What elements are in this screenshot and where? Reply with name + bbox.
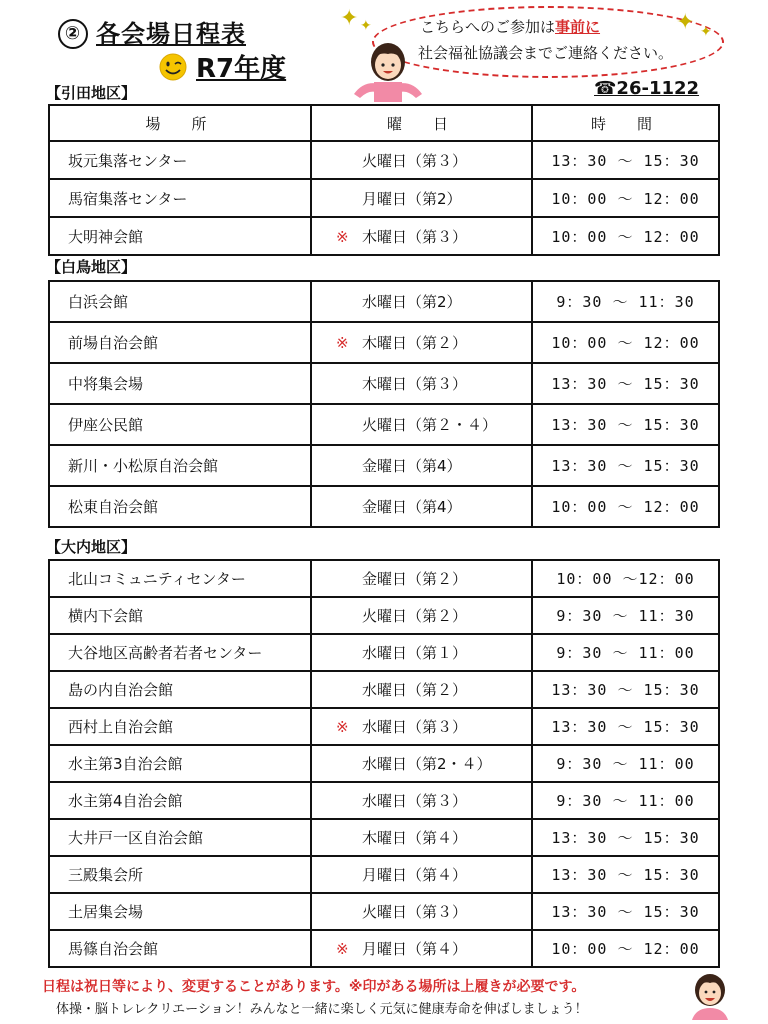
time-cell: 9：30 ～ 11：00 bbox=[532, 745, 719, 782]
schedule-table-ouchi bbox=[48, 559, 720, 968]
table-row bbox=[49, 634, 719, 671]
day-cell bbox=[311, 217, 532, 255]
day-text: 金曜日（第２） bbox=[362, 570, 468, 588]
notice-line-1 bbox=[420, 16, 600, 37]
table-row bbox=[49, 445, 719, 486]
day-text: 水曜日（第３） bbox=[362, 792, 468, 810]
sparkle-icon: ✦ bbox=[676, 10, 695, 35]
day-cell bbox=[311, 486, 532, 527]
table-row bbox=[49, 486, 719, 527]
day-text: 火曜日（第３） bbox=[362, 151, 468, 170]
day-cell bbox=[311, 745, 532, 782]
day-text: 月曜日（第４） bbox=[362, 940, 468, 958]
table-row bbox=[49, 819, 719, 856]
day-text: 金曜日（第4） bbox=[362, 498, 462, 516]
table-row bbox=[49, 597, 719, 634]
day-cell bbox=[311, 782, 532, 819]
day-cell bbox=[311, 930, 532, 967]
day-text: 火曜日（第２・４） bbox=[362, 416, 498, 434]
notice-line-2: 社会福祉協議会までご連絡ください。 bbox=[418, 44, 674, 62]
place-cell: 大明神会館 bbox=[49, 217, 311, 255]
table-row bbox=[49, 856, 719, 893]
place-cell: 大井戸一区自治会館 bbox=[49, 819, 311, 856]
day-cell bbox=[311, 708, 532, 745]
day-cell bbox=[311, 322, 532, 363]
day-cell bbox=[311, 404, 532, 445]
sparkle-icon: ✦ bbox=[360, 18, 372, 34]
time-cell: 13：30 ～ 15：30 bbox=[532, 445, 719, 486]
time-cell: 13：30 ～ 15：30 bbox=[532, 708, 719, 745]
day-cell bbox=[311, 597, 532, 634]
day-cell bbox=[311, 445, 532, 486]
column-header-time: 時 間 bbox=[532, 105, 719, 141]
table-row bbox=[49, 217, 719, 255]
time-cell: 9：30 ～ 11：30 bbox=[532, 281, 719, 322]
day-cell bbox=[311, 856, 532, 893]
table-row bbox=[49, 404, 719, 445]
girl-illustration bbox=[684, 968, 736, 1020]
schedule-table-hiketa bbox=[48, 104, 720, 256]
place-cell: 三殿集会所 bbox=[49, 856, 311, 893]
phone-number: ☎26-1122 bbox=[594, 78, 700, 99]
day-text: 水曜日（第2・４） bbox=[362, 755, 492, 773]
place-cell: 新川・小松原自治会館 bbox=[49, 445, 311, 486]
day-cell bbox=[311, 281, 532, 322]
time-cell: 10：00 ～12：00 bbox=[532, 560, 719, 597]
indoor-shoes-mark: ※ bbox=[336, 940, 349, 958]
day-cell bbox=[311, 671, 532, 708]
place-cell: 前場自治会館 bbox=[49, 322, 311, 363]
table-row bbox=[49, 322, 719, 363]
time-cell: 9：30 ～ 11：00 bbox=[532, 634, 719, 671]
place-cell: 横内下会館 bbox=[49, 597, 311, 634]
time-cell: 10：00 ～ 12：00 bbox=[532, 179, 719, 217]
page-title bbox=[58, 14, 246, 49]
notice-emphasis: 事前に bbox=[555, 18, 601, 36]
place-cell: 水主第4自治会館 bbox=[49, 782, 311, 819]
day-text: 水曜日（第１） bbox=[362, 644, 468, 662]
place-cell: 坂元集落センター bbox=[49, 141, 311, 179]
schedule-table-shirotori bbox=[48, 280, 720, 528]
place-cell: 水主第3自治会館 bbox=[49, 745, 311, 782]
place-cell: 大谷地区高齢者若者センター bbox=[49, 634, 311, 671]
table-row bbox=[49, 281, 719, 322]
day-cell bbox=[311, 893, 532, 930]
table-header-row bbox=[49, 105, 719, 141]
day-cell bbox=[311, 141, 532, 179]
indoor-shoes-mark: ※ bbox=[336, 718, 349, 736]
day-text: 木曜日（第２） bbox=[362, 334, 468, 352]
time-cell: 13：30 ～ 15：30 bbox=[532, 363, 719, 404]
day-text: 水曜日（第2） bbox=[362, 293, 462, 311]
day-text: 木曜日（第３） bbox=[362, 227, 468, 246]
time-cell: 13：30 ～ 15：30 bbox=[532, 404, 719, 445]
table-row bbox=[49, 782, 719, 819]
day-cell bbox=[311, 363, 532, 404]
place-cell: 伊座公民館 bbox=[49, 404, 311, 445]
table-row bbox=[49, 141, 719, 179]
sparkle-icon: ✦ bbox=[700, 24, 712, 40]
time-cell: 10：00 ～ 12：00 bbox=[532, 322, 719, 363]
indoor-shoes-mark: ※ bbox=[336, 334, 349, 352]
time-cell: 13：30 ～ 15：30 bbox=[532, 671, 719, 708]
table-row bbox=[49, 671, 719, 708]
day-text: 月曜日（第2） bbox=[362, 189, 462, 208]
table-row bbox=[49, 179, 719, 217]
column-header-place: 場 所 bbox=[49, 105, 311, 141]
circled-number: ② bbox=[58, 19, 88, 49]
fiscal-year: R7年度 bbox=[196, 54, 287, 84]
day-cell bbox=[311, 819, 532, 856]
place-cell: 西村上自治会館 bbox=[49, 708, 311, 745]
day-cell bbox=[311, 179, 532, 217]
time-cell: 9：30 ～ 11：00 bbox=[532, 782, 719, 819]
time-cell: 13：30 ～ 15：30 bbox=[532, 856, 719, 893]
smiley-icon bbox=[158, 52, 188, 82]
district-label-shirotori: 【白鳥地区】 bbox=[46, 258, 137, 276]
girl-illustration bbox=[350, 36, 426, 102]
place-cell: 白浜会館 bbox=[49, 281, 311, 322]
day-text: 木曜日（第４） bbox=[362, 829, 468, 847]
place-cell: 馬宿集落センター bbox=[49, 179, 311, 217]
day-cell bbox=[311, 560, 532, 597]
time-cell: 9：30 ～ 11：30 bbox=[532, 597, 719, 634]
place-cell: 北山コミュニティセンター bbox=[49, 560, 311, 597]
time-cell: 13：30 ～ 15：30 bbox=[532, 893, 719, 930]
place-cell: 馬篠自治会館 bbox=[49, 930, 311, 967]
time-cell: 10：00 ～ 12：00 bbox=[532, 217, 719, 255]
table-row bbox=[49, 930, 719, 967]
sparkle-icon: ✦ bbox=[340, 6, 359, 31]
table-row bbox=[49, 363, 719, 404]
day-text: 金曜日（第4） bbox=[362, 457, 462, 475]
place-cell: 松東自治会館 bbox=[49, 486, 311, 527]
district-label-ouchi: 【大内地区】 bbox=[46, 538, 137, 556]
change-warning: 日程は祝日等により、変更することがあります。※印がある場所は上履きが必要です。 bbox=[42, 979, 586, 995]
time-cell: 13：30 ～ 15：30 bbox=[532, 819, 719, 856]
table-row bbox=[49, 708, 719, 745]
time-cell: 13：30 ～ 15：30 bbox=[532, 141, 719, 179]
day-text: 火曜日（第２） bbox=[362, 607, 468, 625]
notice-prefix: こちらへのご参加は bbox=[420, 18, 556, 36]
title-text: 各会場日程表 bbox=[96, 20, 246, 48]
table-row bbox=[49, 893, 719, 930]
place-cell: 中将集会場 bbox=[49, 363, 311, 404]
encouragement-message: 体操・脳トレレクリエーション！みんなと一緒に楽しく元気に健康寿命を伸ばしましょう！ bbox=[56, 1002, 588, 1017]
day-text: 水曜日（第３） bbox=[362, 718, 468, 736]
district-label-hiketa: 【引田地区】 bbox=[46, 84, 137, 102]
place-cell: 土居集会場 bbox=[49, 893, 311, 930]
indoor-shoes-mark: ※ bbox=[336, 227, 349, 246]
day-cell bbox=[311, 634, 532, 671]
place-cell: 島の内自治会館 bbox=[49, 671, 311, 708]
table-row bbox=[49, 745, 719, 782]
table-row bbox=[49, 560, 719, 597]
day-text: 水曜日（第２） bbox=[362, 681, 468, 699]
time-cell: 10：00 ～ 12：00 bbox=[532, 486, 719, 527]
day-text: 火曜日（第３） bbox=[362, 903, 468, 921]
day-text: 月曜日（第４） bbox=[362, 866, 468, 884]
time-cell: 10：00 ～ 12：00 bbox=[532, 930, 719, 967]
column-header-day: 曜 日 bbox=[311, 105, 532, 141]
day-text: 木曜日（第３） bbox=[362, 375, 468, 393]
